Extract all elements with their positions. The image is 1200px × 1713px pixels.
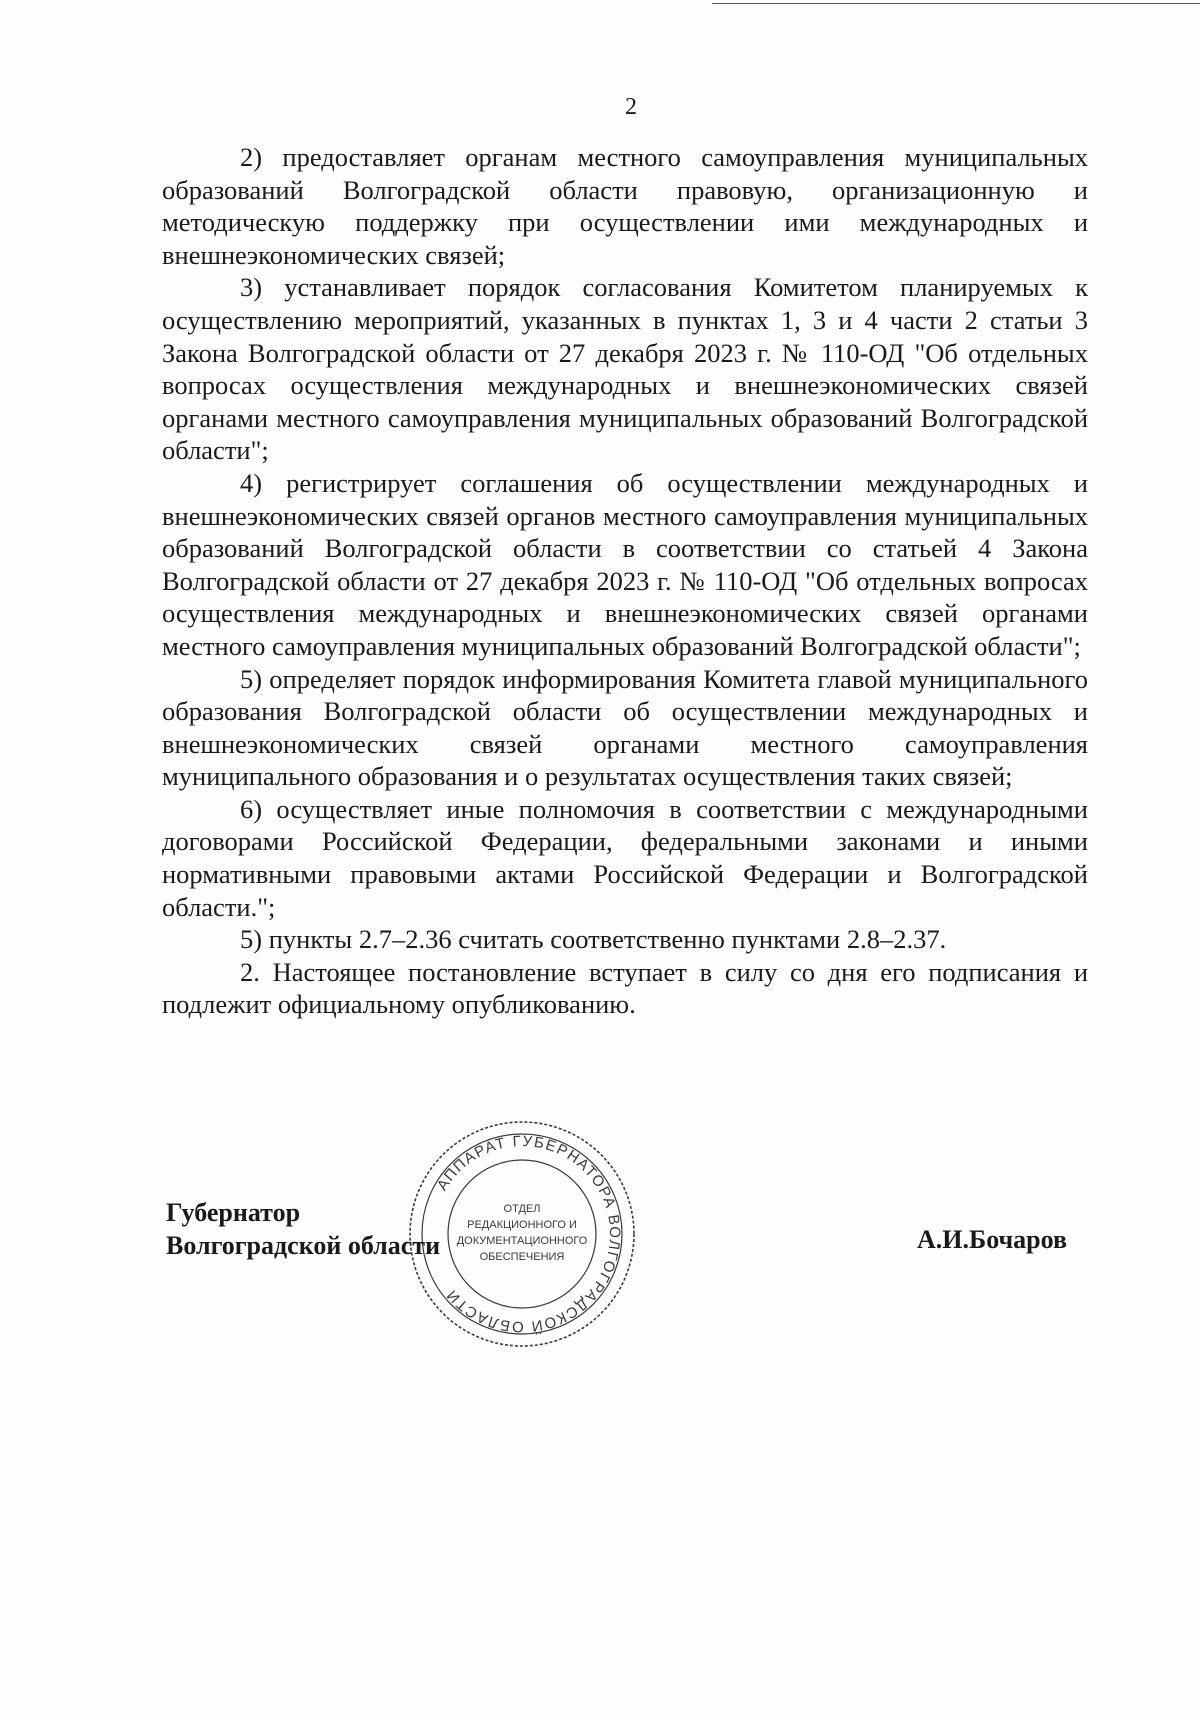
paragraph-item-6: 6) осуществляет иные полномочия в соответствии с международными договорами Российской Федерации, федеральными законами и иными нормативными правовыми актами Российской Федерации и Волгоградской области."; xyxy=(162,793,1088,922)
page-number: 2 xyxy=(625,94,637,120)
signatory-title-line-2: Волгоградской области xyxy=(166,1231,441,1260)
paragraph-renumbering: 5) пункты 2.7–2.36 считать соответственно пунктами 2.8–2.37. xyxy=(240,924,947,955)
paragraph-item-4: 4) регистрирует соглашения об осуществлении международных и внешнеэкономических связей органов местного самоуправления муниципальных образований Волгоградской области в соответствии со статьей 4 Закона Волгоградской области от 27 декабря 2023 г. № 110-ОД "Об отдельных вопросах осуществления международных и внешнеэкономических связей органами местного самоуправления муниципальных образований Волгоградской области"; xyxy=(162,467,1088,661)
seal-ring-text: АППАРАТ ГУБЕРНАТОРА ВОЛГОГРАДСКОЙ ОБЛАСТИ xyxy=(433,1132,624,1336)
signatory-title xyxy=(166,1196,440,1262)
seal-inner-line-4: ОБЕСПЕЧЕНИЯ xyxy=(479,1251,565,1263)
seal-inner-line-2: РЕДАКЦИОННОГО И xyxy=(467,1219,577,1231)
seal-inner-line-1: ОТДЕЛ xyxy=(503,1203,541,1215)
signatory-title-line-1: Губернатор xyxy=(166,1198,301,1227)
top-edge-rule xyxy=(712,3,1200,4)
seal-inner-line-3: ДОКУМЕНТАЦИОННОГО xyxy=(456,1235,588,1247)
paragraph-item-5: 5) определяет порядок информирования Комитета главой муниципального образования Волгоградской области об осуществлении международных и внешнеэкономических связей органами местного самоуправления муниципального образования и о результатах осуществления таких связей; xyxy=(162,663,1088,792)
signatory-name: А.И.Бочаров xyxy=(917,1225,1068,1254)
paragraph-effective-date: 2. Настоящее постановление вступает в силу со дня его подписания и подлежит официальному опубликованию. xyxy=(162,956,1088,1020)
paragraph-item-2: 2) предоставляет органам местного самоуправления муниципальных образований Волгоградской области правовую, организационную и методическую поддержку при осуществлении ими международных и внешнеэкономических связей; xyxy=(162,142,1088,270)
document-body xyxy=(162,141,1088,1021)
paragraph-item-3: 3) устанавливает порядок согласования Комитетом планируемых к осуществлению мероприятий, указанных в пунктах 1, 3 и 4 части 2 статьи 3 Закона Волгоградской области от 27 декабря 2023 г. № 110-ОД "Об отдельных вопросах осуществления международных и внешнеэкономических связей органами местного самоуправления муниципальных образований Волгоградской области"; xyxy=(162,272,1088,466)
